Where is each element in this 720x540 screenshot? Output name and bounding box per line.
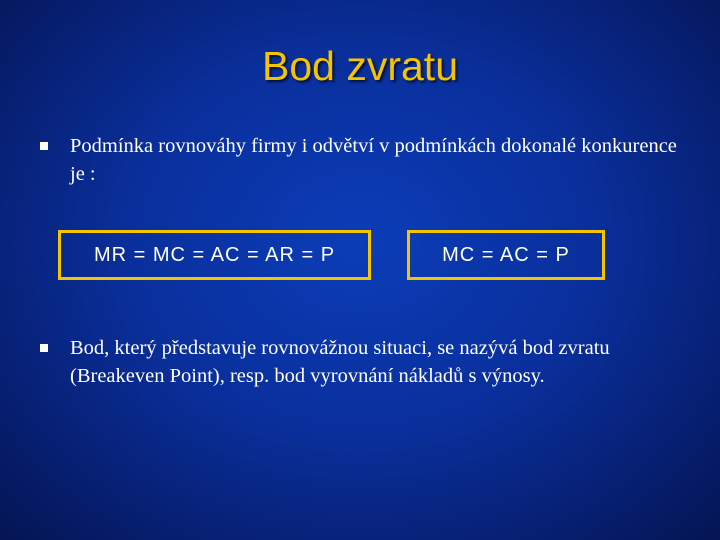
slide-title: Bod zvratu <box>262 43 458 89</box>
bullet-text: Bod, který představuje rovnovážnou situaci, se nazývá bod zvratu (Breakeven Point), resp. bod vyrovnání nákladů s výnosy. <box>70 337 610 387</box>
formula-box-full-equilibrium: MR = MC = AC = AR = P <box>58 230 371 280</box>
square-bullet-icon <box>40 344 48 352</box>
formula-box-breakeven: MC = AC = P <box>407 230 605 280</box>
bullet-text: Podmínka rovnováhy firmy i odvětví v podmínkách dokonalé konkurence je : <box>70 135 677 185</box>
square-bullet-icon <box>40 142 48 150</box>
